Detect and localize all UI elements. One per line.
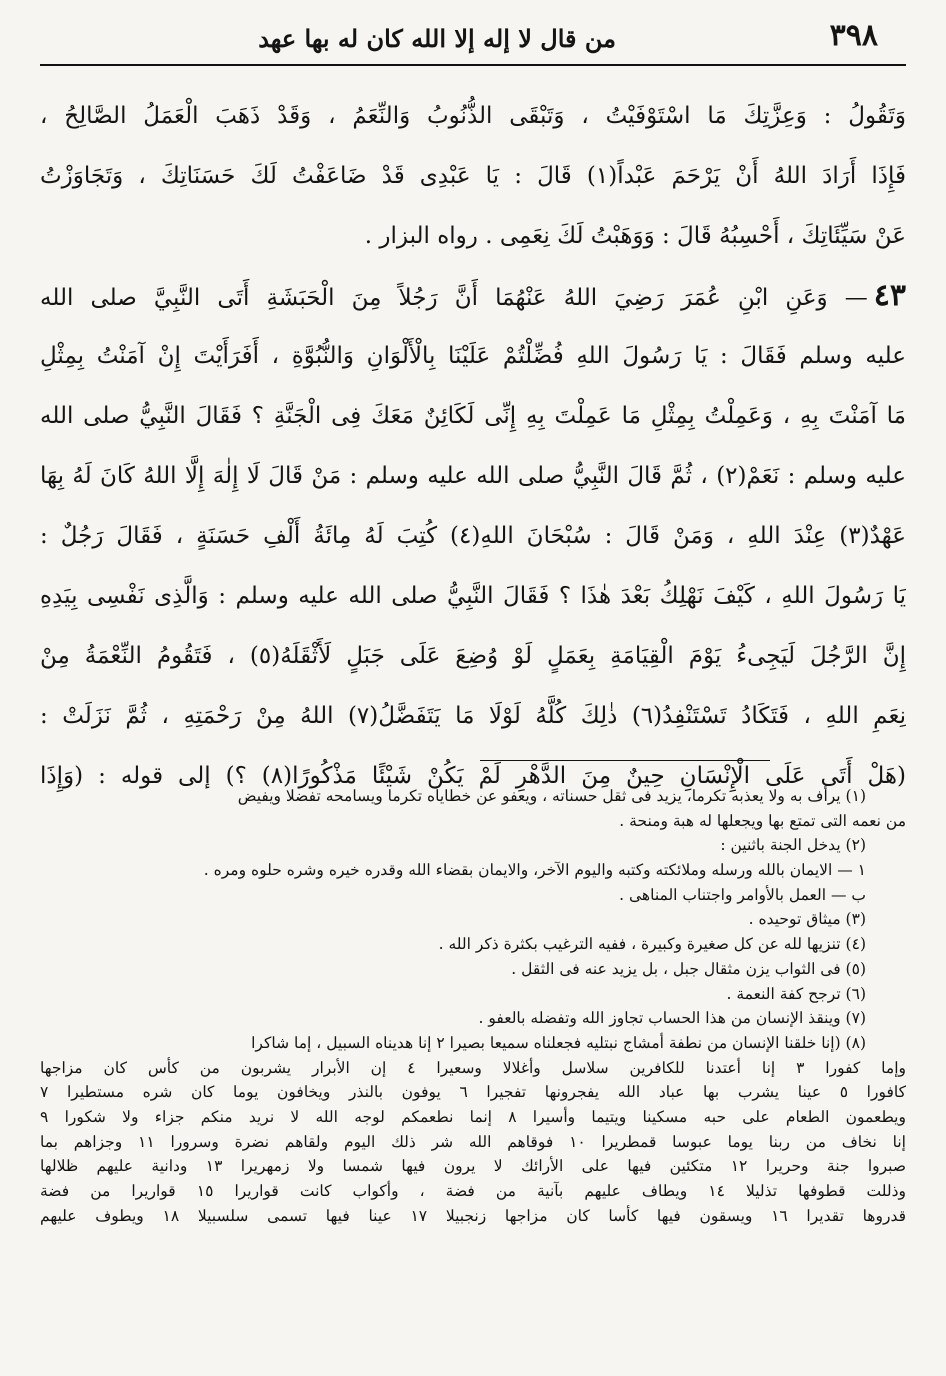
page-number: ٣٩٨: [829, 18, 878, 53]
footnote-line: (٢) يدخل الجنة باثنين :: [720, 836, 866, 855]
text-line: (هَلْ أَتَى عَلَى الْإِنْسَانِ حِينٌ مِنَ الدَّهْرِ لَمْ يَكُنْ شَيْئًا مَذْكُورًا(٨) ؟) إلى قوله : (وَإِذَا: [40, 763, 906, 789]
text-line-body: — وَعَنِ ابْنِ عُمَرَ رَضِيَ اللهُ عَنْهُمَا أَنَّ رَجُلاً مِنَ الْحَبَشَةِ أَتَى النَّبِيَّ صلى الله: [40, 285, 868, 311]
footnote-line: ب — العمل بالأوامر واجتناب المناهى .: [619, 885, 866, 904]
text-line: عَنْ سَيِّئَاتِكَ ، أَحْسِبُهُ قَالَ : وَوَهَبْتُ لَكَ نِعَمِى . رواه البزار .: [364, 223, 906, 249]
footnotes: [40, 784, 906, 1228]
hadith-number: ٤٣: [873, 278, 906, 313]
footnote-line: من نعمه التى تمتع بها ويجعلها له هبة ومنحة .: [619, 811, 906, 830]
footnote-line: ويطعمون الطعام على حبه مسكينا ويتيما وأسيرا ٨ إنما نطعمكم لوجه الله لا نريد منكم جزاء ولا شكورا ٩: [40, 1107, 906, 1126]
text-line: نِعَمِ اللهِ ، فَتَكَادُ تَسْتَنْفِدُ(٦) ذٰلِكَ كُلَّهُ لَوْلَا مَا يَتَفَضَّلُ(٧) اللهُ مِنْ رَحْمَتِهِ ، ثُمَّ نَزَلَتْ :: [40, 703, 906, 729]
footnote-line: (٤) تنزيها لله عن كل صغيرة وكبيرة ، ففيه الترغيب بكثرة ذكر الله .: [438, 935, 866, 954]
hadith-start-line: [40, 266, 906, 326]
text-line: عَهْدٌ(٣) عِنْدَ اللهِ ، وَمَنْ قَالَ : سُبْحَانَ اللهِ(٤) كُتِبَ لَهُ مِائَةُ أَلْفِ حَسَنَةٍ ، فَقَالَ رَجُلٌ :: [40, 523, 906, 549]
footnote-line: ١ — الايمان بالله ورسله وملائكته وكتبه واليوم الآخر، والايمان بقضاء الله وقدره خيره وشره حلوه ومره .: [203, 861, 866, 880]
page-header: [40, 14, 906, 64]
text-line: إِنَّ الرَّجُلَ لَيَجِىءُ يَوْمَ الْقِيَامَةِ بِعَمَلٍ لَوْ وُضِعَ عَلَى جَبَلٍ لَأَثْقَلَهُ(٥) ، فَتَقُومُ النِّعْمَةُ مِنْ: [40, 643, 906, 669]
footnote-line: (٧) وينقذ الإنسان من هذا الحساب تجاوز الله وتفضله بالعفو .: [478, 1009, 866, 1028]
header-divider: [40, 64, 906, 66]
text-line: وَتَقُولُ : وَعِزَّتِكَ مَا اسْتَوْفَيْتُ ، وَتَبْقَى الذُّنُوبُ وَالنِّعَمُ ، وَقَدْ ذَهَبَ الْعَمَلُ الصَّالِحُ ،: [40, 103, 906, 129]
footnote-line: (٥) فى الثواب يزن مثقال جبل ، بل يزيد عنه فى الثقل .: [511, 959, 866, 978]
text-line: عليه وسلم : نَعَمْ(٢) ، ثُمَّ قَالَ النَّبِيُّ صلى الله عليه وسلم : مَنْ قَالَ لَا إِلٰهَ إِلَّا اللهُ كَانَ لَهُ بِهَا: [40, 463, 906, 489]
text-line: عليه وسلم فَقَالَ : يَا رَسُولَ اللهِ فُضِّلْتُمْ عَلَيْنَا بِالْأَلْوَانِ وَالنُّبُوَّةِ ، أَفَرَأَيْتَ إِنْ آمَنْتُ بِمِثْلِ: [40, 343, 906, 369]
footnote-line: كافورا ٥ عينا يشرب بها عباد الله يفجرونها تفجيرا ٦ يوفون بالنذر ويخافون يوما كان شره مستطيرا ٧: [40, 1083, 906, 1102]
footnote-line: (٦) ترجح كفة النعمة .: [726, 984, 866, 1003]
text-line: فَإِذَا أَرَادَ اللهُ أَنْ يَرْحَمَ عَبْداً(١) قَالَ : يَا عَبْدِى قَدْ ضَاعَفْتُ لَكَ حَسَنَاتِكَ ، وَتَجَاوَزْتُ: [40, 163, 906, 189]
footnote-line: (١) يرأف به ولا يعذبه تكرما، يزيد فى ثقل حسناته ، ويعفو عن خطاياه تكرما ويسامحه تفضلا ويفيض: [237, 787, 866, 805]
footnote-line: صبروا جنة وحريرا ١٢ متكئين فيها على الأرائك لا يرون فيها شمسا ولا زمهريرا ١٣ ودانية عليهم ظلالها: [40, 1157, 906, 1176]
footnote-line: قدروها تقديرا ١٦ ويسقون فيها كأسا كان مزاجها زنجبيلا ١٧ عينا فيها تسمى سلسبيلا ١٨ ويطوف عليهم: [40, 1206, 906, 1225]
running-title: من قال لا إله إلا الله كان له بها عهد: [258, 24, 616, 53]
footnote-line: (٨) (إنا خلقنا الإنسان من نطفة أمشاج نبتليه فجعلناه سميعا بصيرا ٢ إنا هديناه السبيل ، إما شاكرا: [251, 1033, 866, 1052]
footnote-line: (٣) ميثاق توحيده .: [748, 910, 866, 929]
main-text: [40, 86, 906, 806]
footnote-line: وذللت قطوفها تذليلا ١٤ ويطاف عليهم بآنية من فضة ، وأكواب كانت قواريرا ١٥ قواريرا من فضة: [40, 1182, 906, 1200]
footnote-line: إنا نخاف من ربنا يوما عبوسا قمطريرا ١٠ فوقاهم الله شر ذلك اليوم ولقاهم نضرة وسرورا ١١ وجزاهم بما: [40, 1132, 906, 1151]
footnote-line: وإما كفورا ٣ إنا أعتدنا للكافرين سلاسل وأغلالا وسعيرا ٤ إن الأبرار يشربون من كأس كان مزاجها: [40, 1058, 906, 1077]
footnote-divider: [480, 760, 770, 761]
text-line: يَا رَسُولَ اللهِ ، كَيْفَ نَهْلِكُ بَعْدَ هٰذَا ؟ فَقَالَ النَّبِيُّ صلى الله عليه وسلم : وَالَّذِى نَفْسِى بِيَدِهِ: [40, 583, 906, 609]
text-line: مَا آمَنْتَ بِهِ ، وَعَمِلْتُ بِمِثْلِ مَا عَمِلْتَ بِهِ إِنِّى لَكَائِنٌ مَعَكَ فِى الْجَنَّةِ ؟ فَقَالَ النَّبِيُّ صلى الله: [40, 403, 906, 429]
